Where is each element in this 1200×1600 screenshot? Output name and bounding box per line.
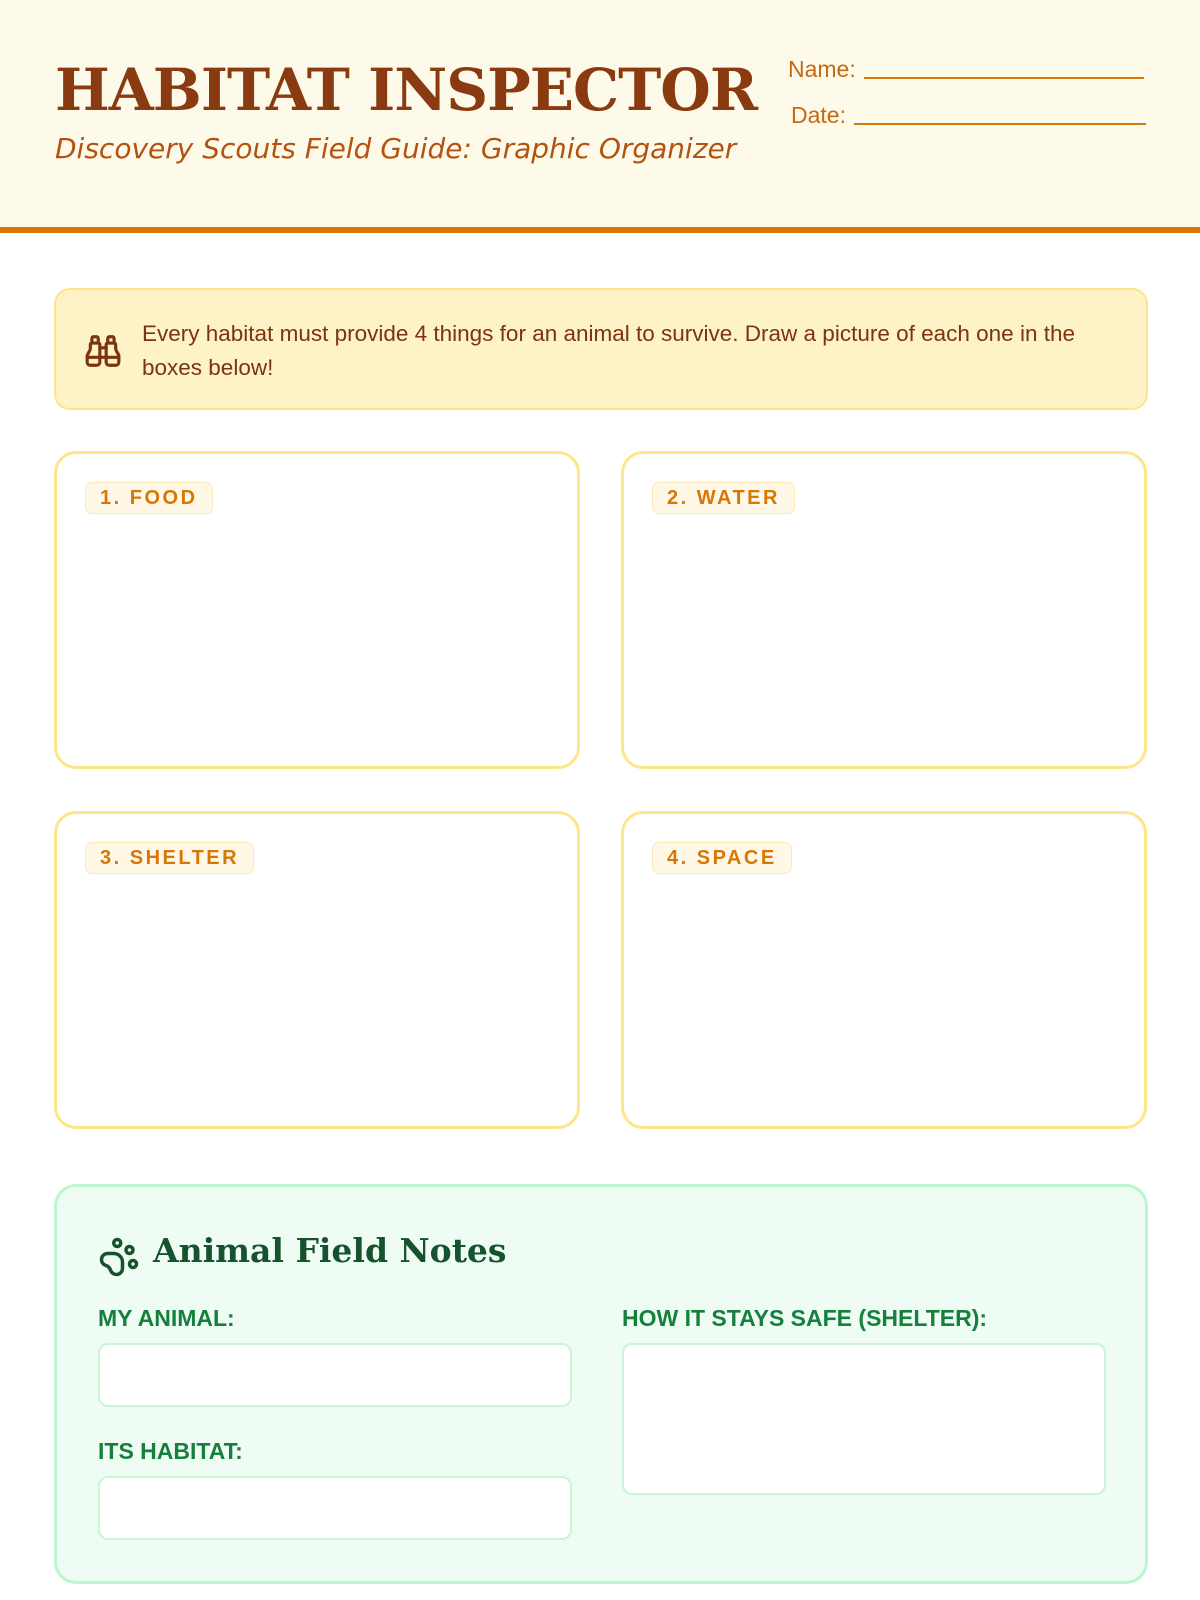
field-notes-heading: Animal Field Notes (153, 1231, 507, 1270)
date-write-line[interactable] (854, 123, 1146, 125)
shelter-safety-label: HOW IT STAYS SAFE (SHELTER): (622, 1305, 988, 1331)
shelter-box-label: 3. SHELTER (85, 842, 254, 874)
space-drawing-box[interactable] (621, 811, 1147, 1129)
date-field[interactable] (791, 102, 1146, 129)
page-subtitle: Discovery Scouts Field Guide: Graphic Organizer (55, 132, 737, 165)
date-label: Date: (791, 102, 846, 128)
water-drawing-box[interactable] (621, 451, 1147, 769)
name-write-line[interactable] (864, 77, 1144, 79)
my-animal-label: MY ANIMAL: (98, 1305, 235, 1331)
water-box-label: 2. WATER (652, 482, 795, 514)
space-box-label: 4. SPACE (652, 842, 792, 874)
food-drawing-box[interactable] (54, 451, 580, 769)
instruction-banner (54, 288, 1148, 410)
name-label: Name: (788, 56, 856, 82)
binoculars-icon (84, 332, 122, 370)
shelter-drawing-box[interactable] (54, 811, 580, 1129)
its-habitat-label: ITS HABITAT: (98, 1438, 243, 1464)
shelter-safety-input[interactable] (622, 1343, 1106, 1495)
my-animal-input[interactable] (98, 1343, 572, 1407)
instruction-text: Every habitat must provide 4 things for an animal to survive. Draw a picture of each one in the boxes below! (142, 321, 1075, 380)
name-field[interactable] (788, 56, 1144, 83)
page-title: HABITAT INSPECTOR (55, 56, 758, 124)
worksheet-header (0, 0, 1200, 233)
paw-print-icon (98, 1236, 140, 1278)
animal-field-notes-panel (54, 1184, 1148, 1584)
its-habitat-input[interactable] (98, 1476, 572, 1540)
food-box-label: 1. FOOD (85, 482, 213, 514)
